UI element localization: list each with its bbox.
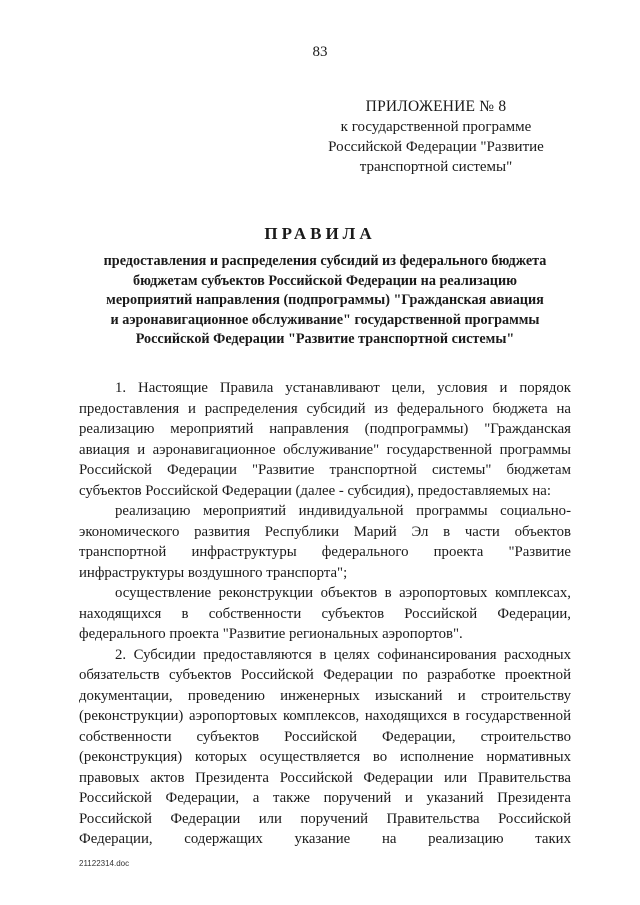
paragraph-1-item-2: осуществление реконструкции объектов в аэропортовых комплексах, находящихся в собственности субъектов Российской Федерации, федерального проекта "Развитие региональных аэропортов".	[79, 585, 571, 642]
subtitle-line: и аэронавигационное обслуживание" государственной программы	[110, 311, 540, 328]
document-title: ПРАВИЛА	[264, 224, 376, 243]
paragraph-2: 2. Субсидии предоставляются в целях софинансирования расходных обязательств субъектов Российской Федерации по разработке проектной документации, проведению инженерных изысканий и строительству (реконструкции) аэропортовых комплексов, находящихся в государственной собственности субъектов Российской Федерации, строительство (реконструкция) которых осуществляется во исполнение нормативных правовых актов Президента Российской Федерации или Правительства Российской Федерации, а также поручений и указаний Президента Российской Федерации или поручений Правительства Российской Федерации, содержащих указание на реализацию таких	[79, 646, 571, 847]
subtitle-line: бюджетам субъектов Российской Федерации на реализацию	[133, 272, 517, 289]
subtitle-line: Российской Федерации "Развитие транспортной системы"	[135, 331, 515, 347]
file-name-footer: 21122314.doc	[79, 859, 130, 868]
appendix-line: транспортной системы"	[359, 159, 513, 175]
subtitle-line: предоставления и распределения субсидий из федерального бюджета	[103, 253, 547, 269]
subtitle-line: мероприятий направления (подпрограммы) "Гражданская авиация	[106, 292, 544, 308]
document-body	[79, 378, 571, 850]
page-number: 83	[312, 44, 328, 60]
appendix-block	[300, 97, 572, 177]
appendix-line: к государственной программе	[340, 119, 532, 135]
paragraph-1: 1. Настоящие Правила устанавливают цели, условия и порядок предоставления и распределения субсидий из федерального бюджета на реализацию мероприятий направления (подпрограммы) "Гражданская авиация и аэронавигационное обслуживание" государственной программы Российской Федерации "Развитие транспортной системы" бюджетам субъектов Российской Федерации (далее - субсидия), предоставляемых на:	[79, 380, 571, 499]
document-subtitle	[78, 252, 572, 350]
paragraph-1-item-1: реализацию мероприятий индивидуальной программы социально-экономического развития Республики Марий Эл в части объектов транспортной инфраструктуры федерального проекта "Развитие инфраструктуры воздушного транспорта";	[79, 503, 571, 581]
appendix-line: Российской Федерации "Развитие	[328, 139, 544, 155]
appendix-heading: ПРИЛОЖЕНИЕ № 8	[365, 98, 507, 115]
